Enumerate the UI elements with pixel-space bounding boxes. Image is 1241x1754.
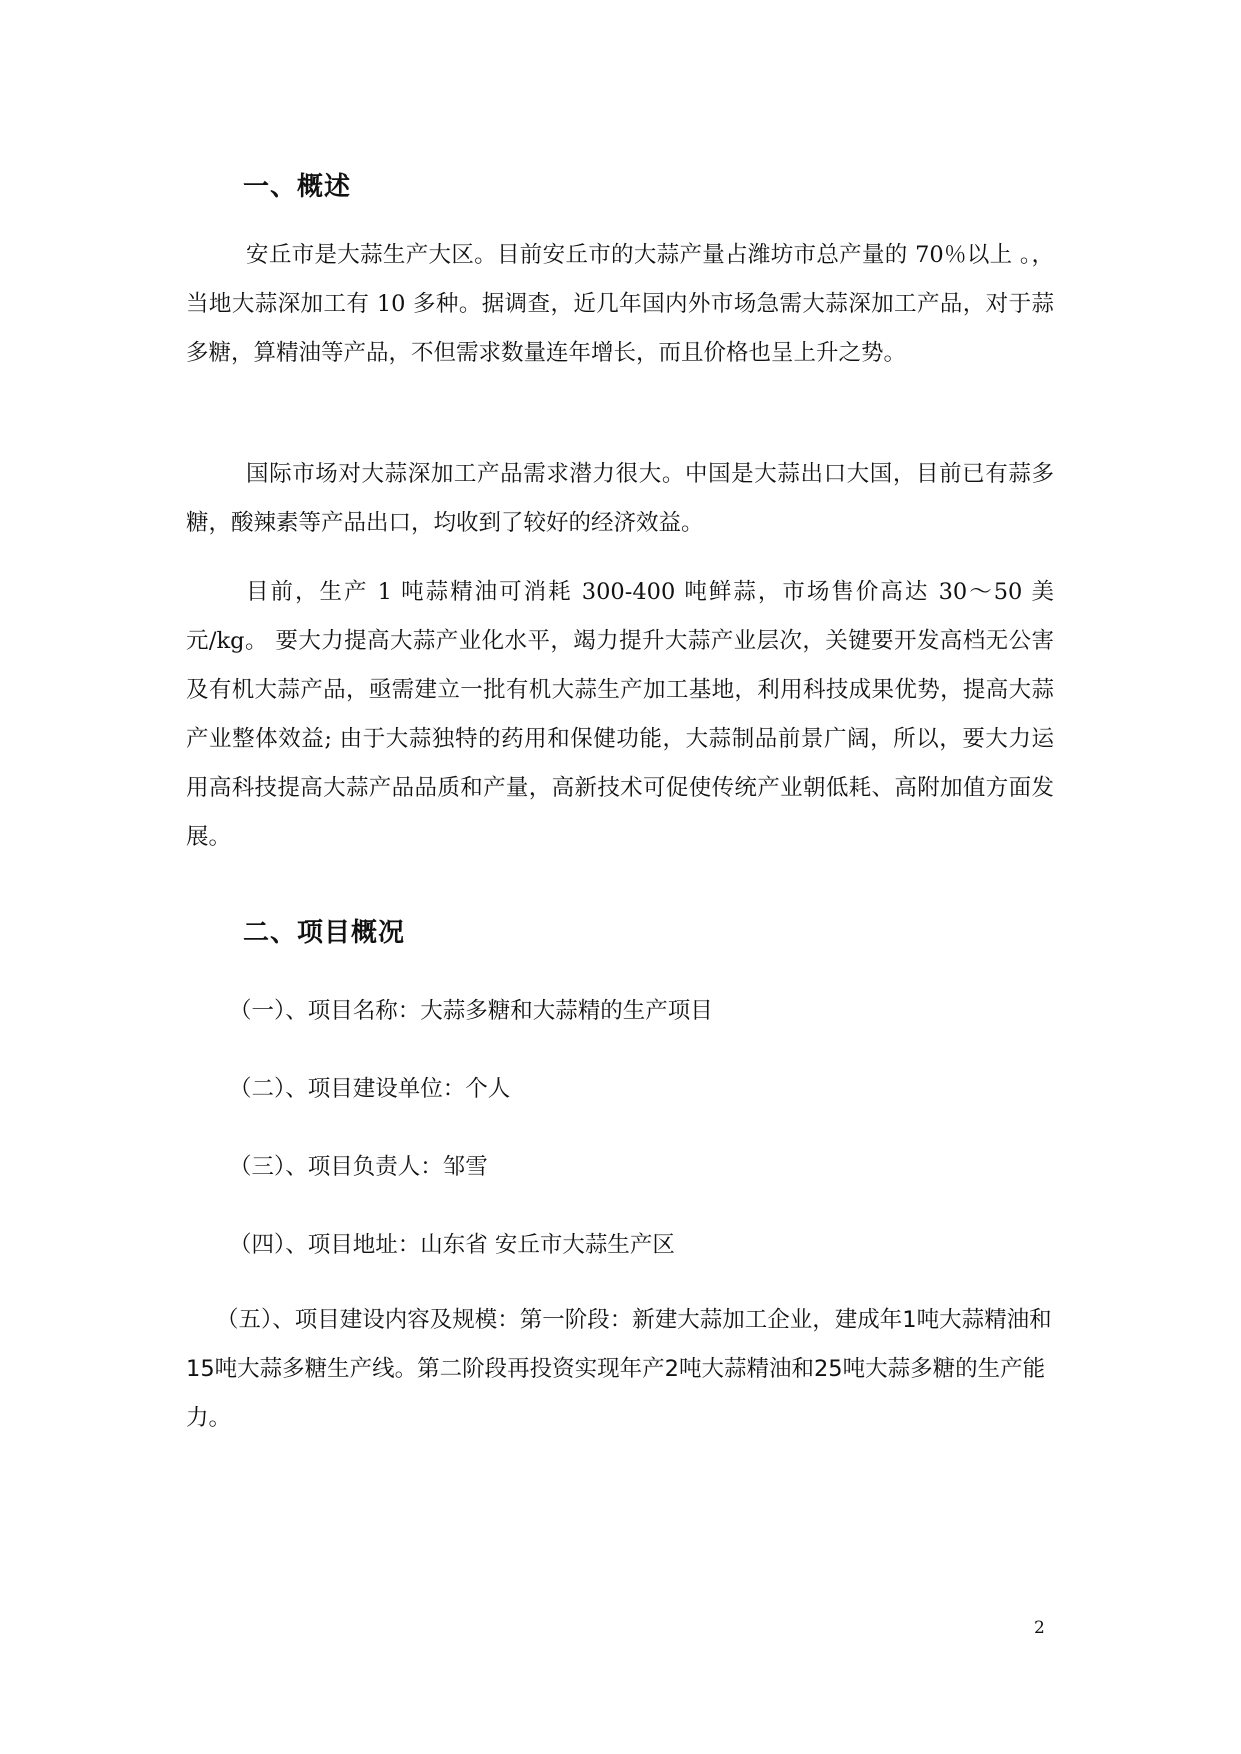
- project-item-leader: （三）、项目负责人：邹雪: [229, 1154, 488, 1180]
- project-item-address: （四）、项目地址：山东省 安丘市大蒜生产区: [229, 1232, 675, 1258]
- project-item-unit: （二）、项目建设单位：个人: [229, 1076, 511, 1102]
- page-number: 2: [1034, 1618, 1045, 1638]
- section-heading-overview: 一、概述: [243, 172, 352, 202]
- section-heading-project-overview: 二、项目概况: [243, 918, 406, 948]
- overview-paragraph-2: 国际市场对大蒜深加工产品需求潜力很大。中国是大蒜出口大国，目前已有蒜多糖，酸辣素等产品出口，均收到了较好的经济效益。: [186, 461, 1054, 536]
- project-item-name: （一）、项目名称：大蒜多糖和大蒜精的生产项目: [229, 998, 713, 1024]
- overview-paragraph-1: 安丘市是大蒜生产大区。目前安丘市的大蒜产量占潍坊市总产量的 70％以上 。，当地大蒜深加工有 10 多种。据调查，近几年国内外市场急需大蒜深加工产品，对于蒜多糖，算精油等产品，不但需求数量连年增长，而且价格也呈上升之势。: [186, 242, 1054, 366]
- project-item-scale: （五）、项目建设内容及规模：第一阶段：新建大蒜加工企业，建成年1吨大蒜精油和15吨大蒜多糖生产线。第二阶段再投资实现年产2吨大蒜精油和25吨大蒜多糖的生产能力。: [186, 1307, 1052, 1431]
- overview-paragraph-3: 目前，生产 1 吨蒜精油可消耗 300-400 吨鲜蒜，市场售价高达 30～50 美元/kg。 要大力提高大蒜产业化水平，竭力提升大蒜产业层次，关键要开发高档无公害及有机大蒜产品，亟需建立一批有机大蒜生产加工基地，利用科技成果优势，提高大蒜产业整体效益; 由于大蒜独特的药用和保健功能，大蒜制品前景广阔，所以，要大力运用高科技提高大蒜产品品质和产量，高新技术可促使传统产业朝低耗、高附加值方面发展。: [186, 579, 1054, 850]
